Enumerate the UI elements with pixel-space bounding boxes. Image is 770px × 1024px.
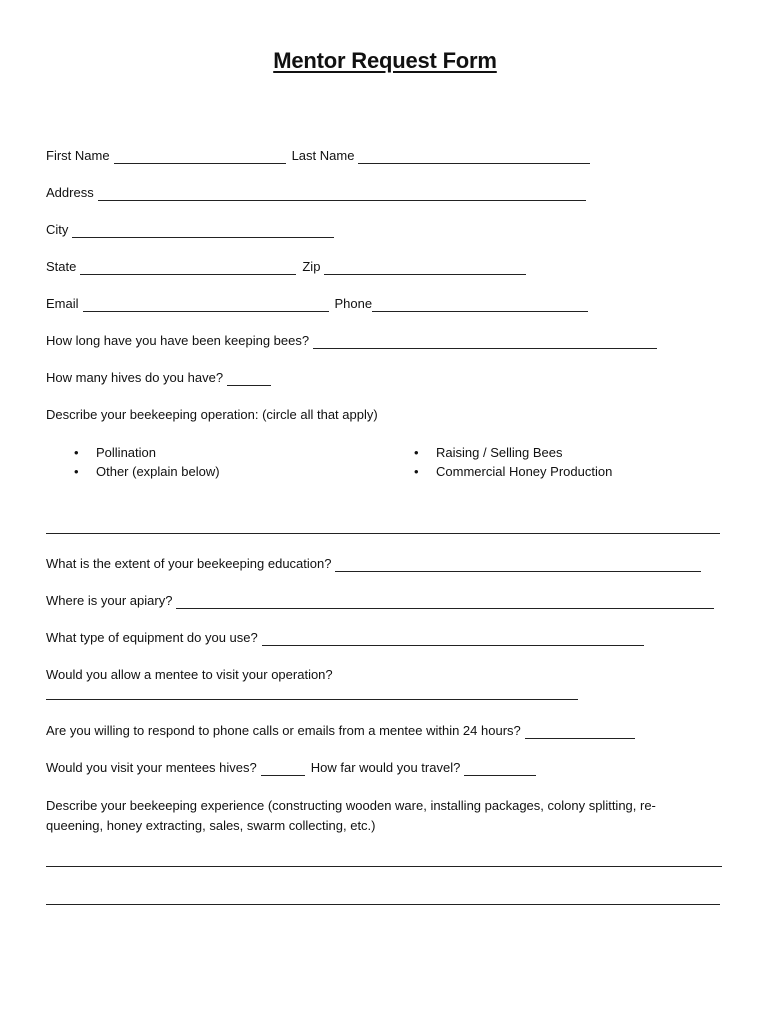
operation-options-left <box>46 443 220 481</box>
equipment-row <box>46 630 650 646</box>
state-field[interactable] <box>80 262 296 275</box>
experience-label: Describe your beekeeping experience (constructing wooden ware, installing packages, colony splitting, re-queening, honey extracting, sales, swarm collecting, etc.) <box>46 798 656 833</box>
option-other[interactable]: • Other (explain below) <box>46 462 220 481</box>
option-pollination[interactable]: • Pollination <box>46 443 220 462</box>
city-label: City <box>46 222 69 237</box>
option-raising-selling[interactable]: • Raising / Selling Bees <box>386 443 612 462</box>
city-field[interactable] <box>72 225 334 238</box>
experience-line-1[interactable] <box>46 866 722 867</box>
equipment-label: What type of equipment do you use? <box>46 630 258 645</box>
operation-options-right <box>386 443 612 481</box>
address-row <box>46 185 592 201</box>
years-keeping-field[interactable] <box>313 336 657 349</box>
address-label: Address <box>46 185 94 200</box>
first-name-label: First Name <box>46 148 110 163</box>
phone-label: Phone <box>334 296 373 311</box>
name-row <box>46 148 596 164</box>
page-title: Mentor Request Form <box>273 48 497 73</box>
respond-label: Are you willing to respond to phone calls or emails from a mentee within 24 hours? <box>46 723 521 738</box>
state-label: State <box>46 259 77 274</box>
phone-field[interactable] <box>372 299 588 312</box>
education-label: What is the extent of your beekeeping education? <box>46 556 332 571</box>
years-keeping-label: How long have you have been keeping bees? <box>46 333 310 348</box>
first-name-field[interactable] <box>114 151 286 164</box>
option-commercial-honey[interactable]: • Commercial Honey Production <box>386 462 612 481</box>
allow-visit-row <box>46 667 333 683</box>
visit-hives-field[interactable] <box>261 763 305 776</box>
email-field[interactable] <box>83 299 329 312</box>
travel-field[interactable] <box>464 763 536 776</box>
apiary-row <box>46 593 720 609</box>
years-row <box>46 333 663 349</box>
respond-field[interactable] <box>525 726 635 739</box>
experience-line-2[interactable] <box>46 904 720 905</box>
state-zip-row <box>46 259 532 275</box>
operation-explain-line[interactable] <box>46 533 720 534</box>
apiary-field[interactable] <box>176 596 714 609</box>
education-field[interactable] <box>335 559 701 572</box>
operation-row <box>46 407 378 423</box>
hive-count-field[interactable] <box>227 373 271 386</box>
hives-row <box>46 370 277 386</box>
email-label: Email <box>46 296 79 311</box>
hive-count-label: How many hives do you have? <box>46 370 224 385</box>
operation-prompt: Describe your beekeeping operation: (circle all that apply) <box>46 407 378 422</box>
city-row <box>46 222 340 238</box>
travel-label: How far would you travel? <box>310 760 461 775</box>
address-field[interactable] <box>98 188 586 201</box>
last-name-field[interactable] <box>358 151 590 164</box>
allow-visit-field[interactable] <box>46 699 578 700</box>
visit-travel-row <box>46 760 542 776</box>
visit-hives-label: Would you visit your mentees hives? <box>46 760 257 775</box>
respond-row <box>46 723 641 739</box>
email-phone-row <box>46 296 594 312</box>
equipment-field[interactable] <box>262 633 644 646</box>
last-name-label: Last Name <box>291 148 355 163</box>
education-row <box>46 556 707 572</box>
allow-visit-label: Would you allow a mentee to visit your operation? <box>46 667 333 682</box>
zip-field[interactable] <box>324 262 526 275</box>
zip-label: Zip <box>302 259 321 274</box>
apiary-label: Where is your apiary? <box>46 593 173 608</box>
